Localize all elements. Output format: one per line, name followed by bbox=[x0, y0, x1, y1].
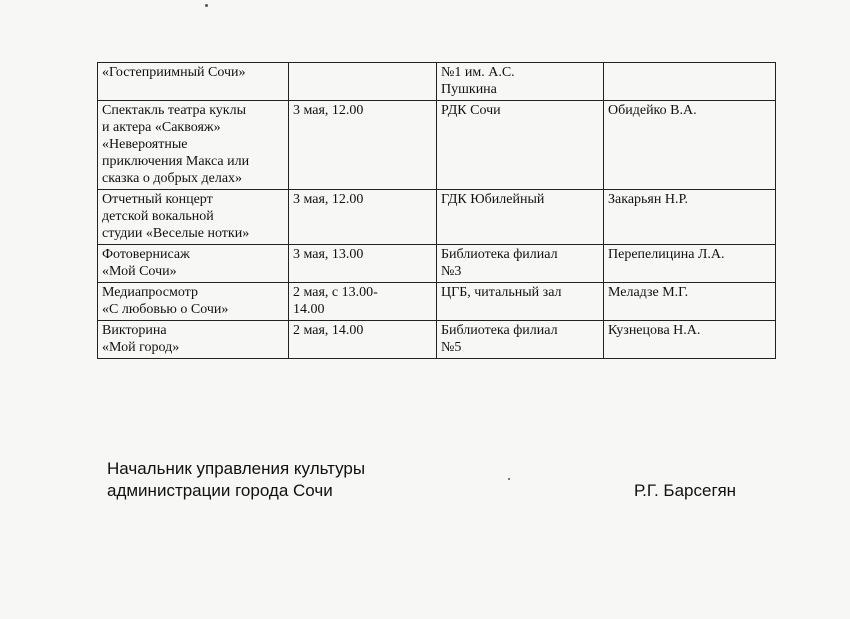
venue-cell bbox=[437, 63, 604, 101]
date-cell bbox=[289, 283, 437, 321]
date-cell bbox=[289, 245, 437, 283]
event-cell bbox=[98, 190, 289, 245]
date-cell-line: 14.00 bbox=[293, 302, 325, 317]
responsible-cell-line bbox=[608, 64, 771, 81]
event-cell bbox=[98, 101, 289, 190]
event-cell bbox=[98, 63, 289, 101]
venue-cell-line: №5 bbox=[441, 340, 462, 355]
responsible-cell-line: Перепелицина Л.А. bbox=[608, 247, 725, 262]
date-cell bbox=[289, 63, 437, 101]
date-cell-line: 3 мая, 13.00 bbox=[293, 247, 364, 262]
responsible-cell bbox=[604, 63, 776, 101]
venue-cell bbox=[437, 321, 604, 359]
date-cell-line: 2 мая, с 13.00- bbox=[293, 285, 378, 300]
date-cell bbox=[289, 321, 437, 359]
event-cell-line: «Невероятные bbox=[102, 137, 188, 152]
venue-cell-line: Библиотека филиал bbox=[441, 247, 558, 262]
date-cell bbox=[289, 101, 437, 190]
venue-cell-line: Библиотека филиал bbox=[441, 323, 558, 338]
venue-cell-line: №3 bbox=[441, 264, 462, 279]
venue-cell bbox=[437, 190, 604, 245]
venue-cell bbox=[437, 101, 604, 190]
event-cell-line: «С любовью о Сочи» bbox=[102, 302, 229, 317]
table-row bbox=[98, 245, 776, 283]
date-cell-line: 2 мая, 14.00 bbox=[293, 323, 364, 338]
responsible-cell bbox=[604, 321, 776, 359]
venue-cell-line: №1 им. А.С. bbox=[441, 65, 515, 80]
event-cell-line: и актера «Саквояж» bbox=[102, 120, 221, 135]
event-cell-line: Отчетный концерт bbox=[102, 192, 213, 207]
events-table-body bbox=[98, 63, 776, 359]
official-title-line-1: Начальник управления культуры bbox=[107, 459, 366, 478]
responsible-cell-line: Обидейко В.А. bbox=[608, 103, 697, 118]
table-row bbox=[98, 63, 776, 101]
table-row bbox=[98, 283, 776, 321]
event-cell-line: «Мой город» bbox=[102, 340, 180, 355]
event-cell-line: Викторина bbox=[102, 323, 167, 338]
event-cell-line: детской вокальной bbox=[102, 209, 214, 224]
official-title-line-2: администрации города Сочи bbox=[107, 481, 333, 500]
event-cell bbox=[98, 245, 289, 283]
scan-speck bbox=[205, 4, 208, 7]
venue-cell bbox=[437, 283, 604, 321]
responsible-cell bbox=[604, 245, 776, 283]
responsible-cell-line: Кузнецова Н.А. bbox=[608, 323, 701, 338]
date-cell-line: 3 мая, 12.00 bbox=[293, 103, 364, 118]
responsible-cell bbox=[604, 101, 776, 190]
responsible-cell-line: Закарьян Н.Р. bbox=[608, 192, 688, 207]
official-title bbox=[107, 458, 365, 502]
venue-cell bbox=[437, 245, 604, 283]
table-row bbox=[98, 190, 776, 245]
venue-cell-line: ЦГБ, читальный зал bbox=[441, 285, 562, 300]
responsible-cell bbox=[604, 283, 776, 321]
event-cell-line: Медиапросмотр bbox=[102, 285, 198, 300]
event-cell bbox=[98, 283, 289, 321]
venue-cell-line: Пушкина bbox=[441, 82, 497, 97]
table-row bbox=[98, 321, 776, 359]
event-cell-line: студии «Веселые нотки» bbox=[102, 226, 250, 241]
event-cell-line: Фотовернисаж bbox=[102, 247, 190, 262]
venue-cell-line: РДК Сочи bbox=[441, 103, 501, 118]
events-table bbox=[97, 62, 776, 359]
event-cell bbox=[98, 321, 289, 359]
scan-speck bbox=[508, 478, 510, 480]
event-cell-line: Спектакль театра куклы bbox=[102, 103, 246, 118]
venue-cell-line: ГДК Юбилейный bbox=[441, 192, 545, 207]
table-row bbox=[98, 101, 776, 190]
event-cell-line: сказка о добрых делах» bbox=[102, 171, 243, 186]
event-cell-line: приключения Макса или bbox=[102, 154, 250, 169]
responsible-cell bbox=[604, 190, 776, 245]
responsible-cell-line: Меладзе М.Г. bbox=[608, 285, 689, 300]
date-cell bbox=[289, 190, 437, 245]
events-table-container bbox=[97, 62, 775, 359]
event-cell-line: «Гостеприимный Сочи» bbox=[102, 65, 246, 80]
event-cell-line: «Мой Сочи» bbox=[102, 264, 177, 279]
date-cell-line: 3 мая, 12.00 bbox=[293, 192, 364, 207]
date-cell-line bbox=[293, 64, 432, 81]
signatory-name: Р.Г. Барсегян bbox=[634, 481, 737, 500]
